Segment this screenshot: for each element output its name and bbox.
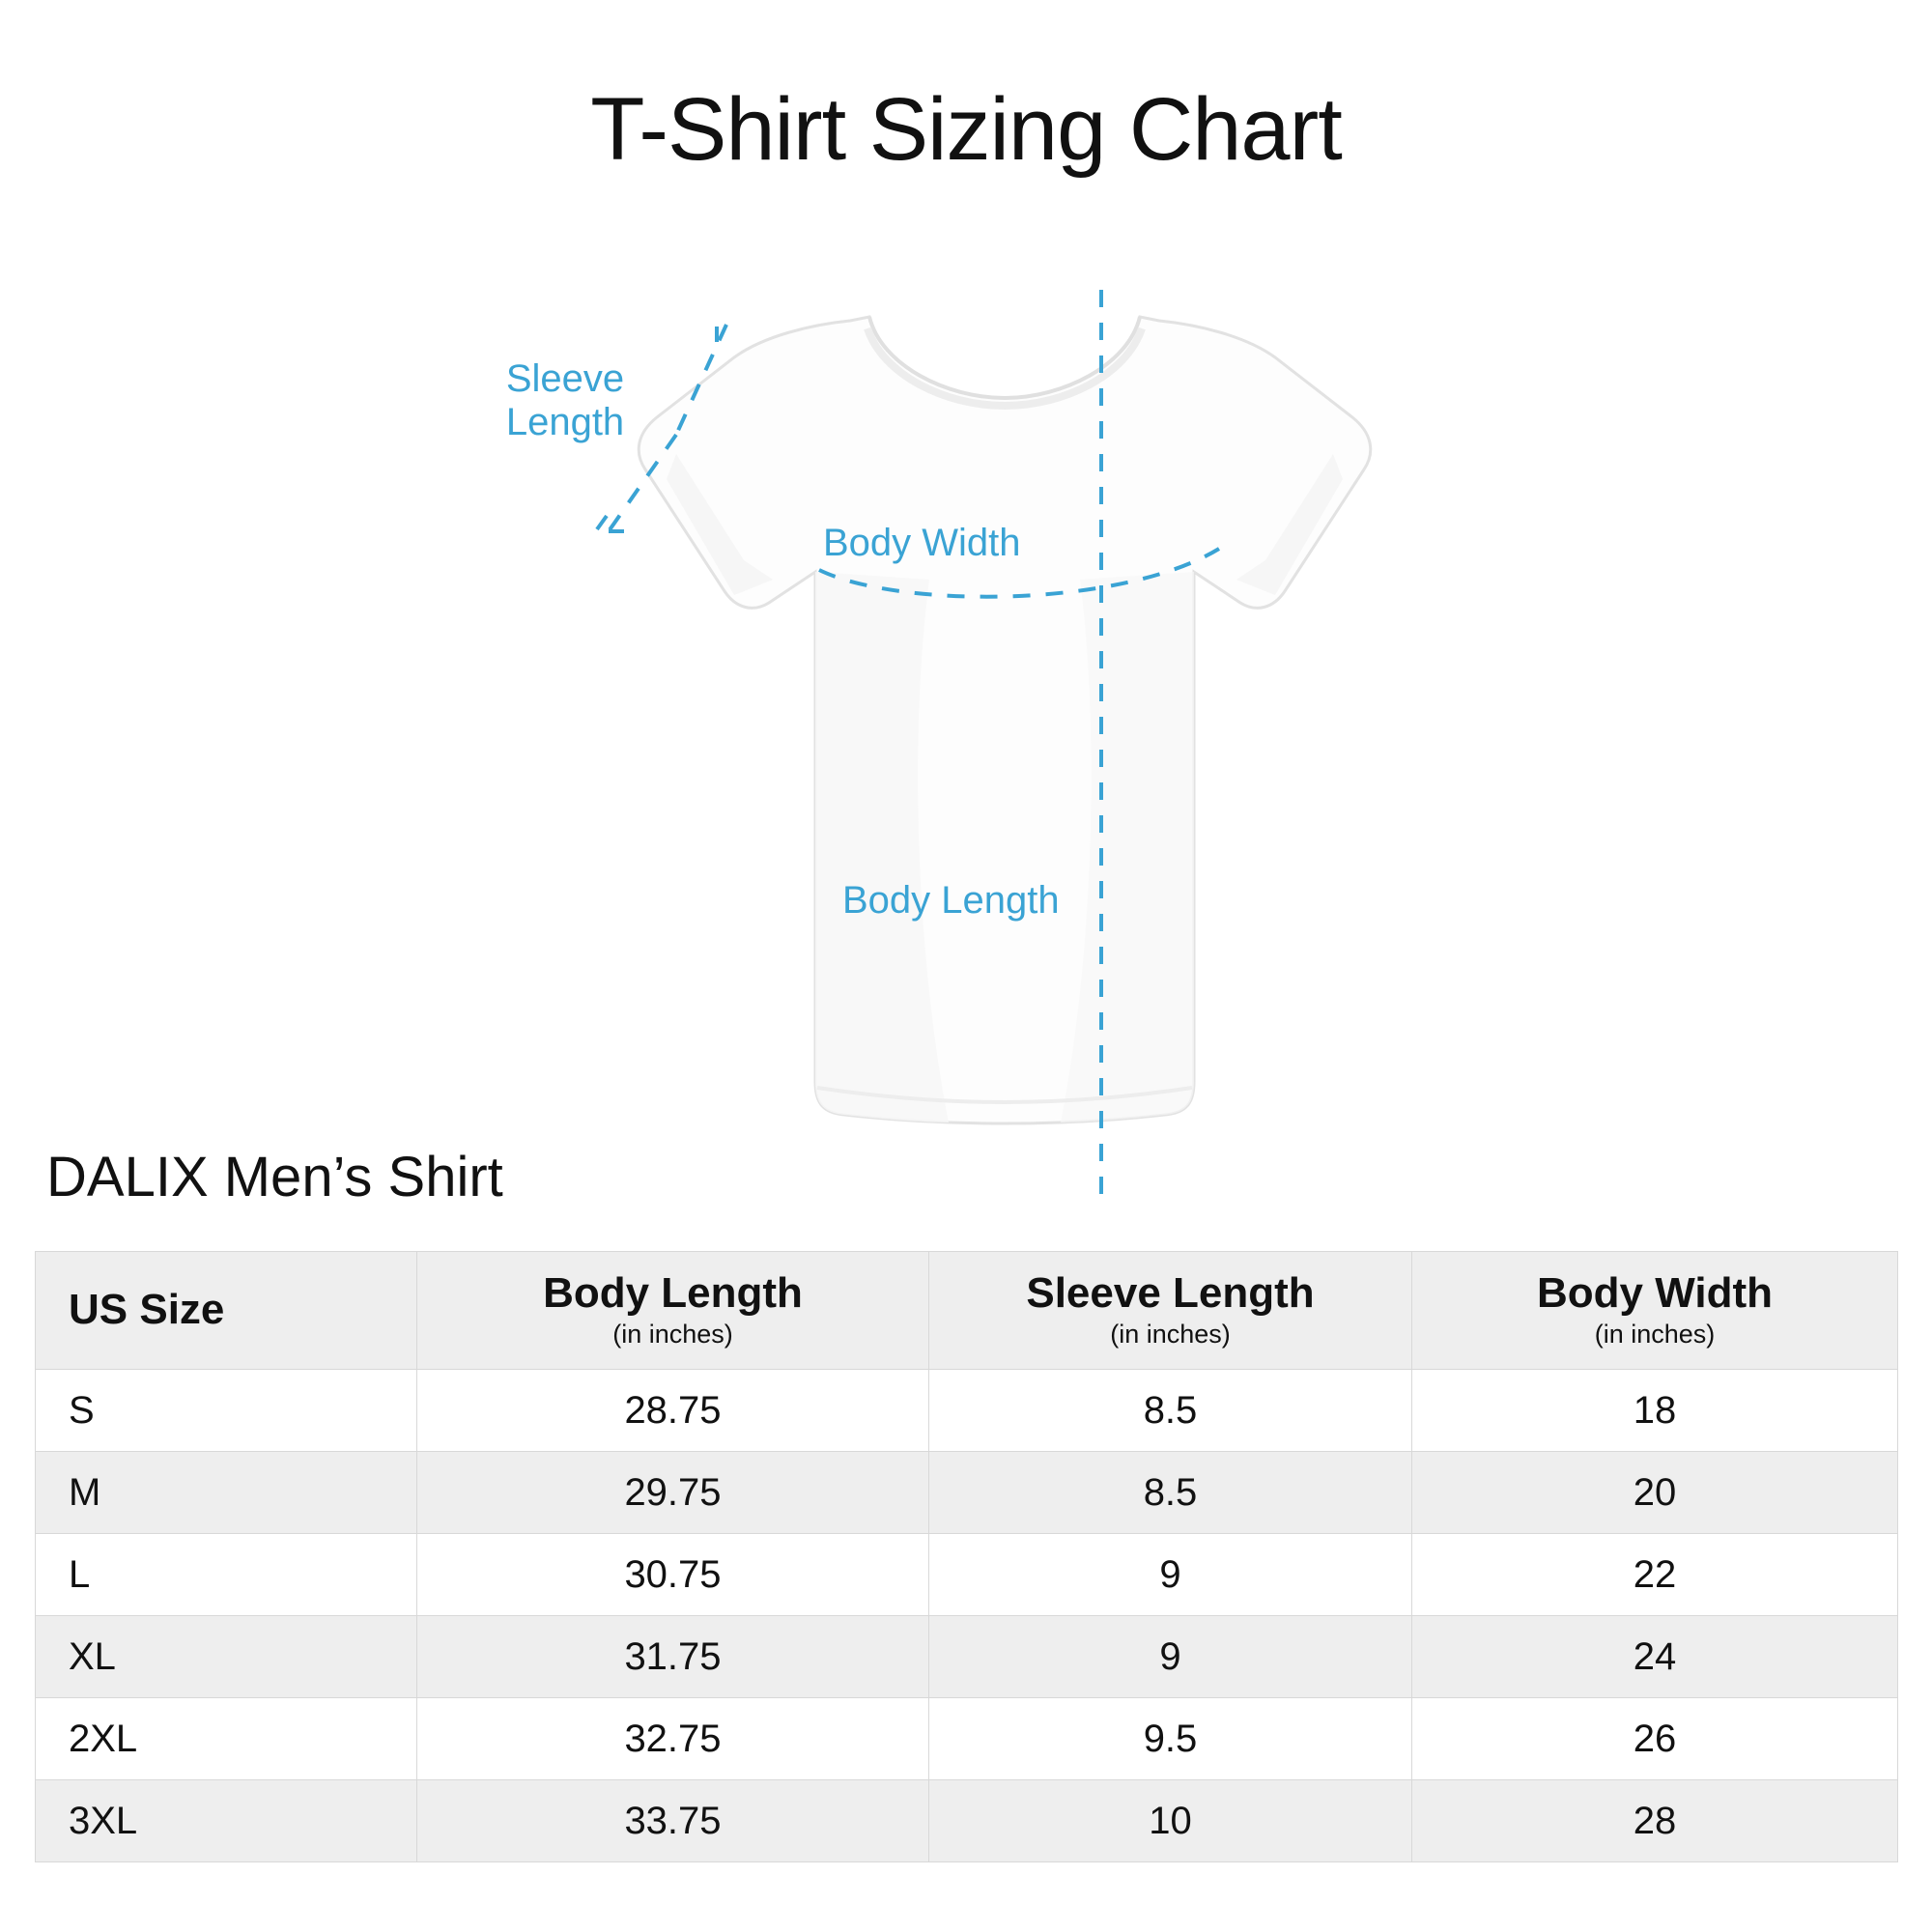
table-row [36,1698,1898,1780]
tshirt-diagram [0,290,1932,1208]
cell-body-width: 18 [1412,1370,1898,1452]
cell-size: 2XL [36,1698,417,1780]
column-header-us-size [36,1252,417,1370]
column-header-body-length [417,1252,929,1370]
column-header-sleeve-length [929,1252,1412,1370]
column-header-sleeve-length-unit: (in inches) [1110,1320,1231,1349]
table-header [36,1252,1898,1370]
table-row [36,1370,1898,1452]
product-name: DALIX Men’s Shirt [46,1146,503,1208]
tshirt-illustration [0,290,1932,1208]
size-table-container [35,1251,1897,1862]
table-row [36,1452,1898,1534]
body-width-label: Body Width [823,522,1021,564]
table-row [36,1780,1898,1862]
cell-size: M [36,1452,417,1534]
column-header-us-size-label: US Size [69,1285,225,1333]
cell-size: S [36,1370,417,1452]
column-header-body-length-unit: (in inches) [612,1320,733,1349]
column-header-body-width-unit: (in inches) [1594,1320,1716,1349]
cell-sleeve-length: 9.5 [929,1698,1412,1780]
table-row [36,1616,1898,1698]
cell-sleeve-length: 10 [929,1780,1412,1862]
column-header-sleeve-length-label: Sleeve Length [1026,1269,1315,1317]
cell-body-length: 32.75 [417,1698,929,1780]
table-row [36,1534,1898,1616]
cell-sleeve-length: 8.5 [929,1452,1412,1534]
table-body [36,1370,1898,1862]
shirt-shape [639,317,1371,1123]
cell-body-length: 28.75 [417,1370,929,1452]
table-header-row [36,1252,1898,1370]
cell-body-width: 26 [1412,1698,1898,1780]
column-header-body-length-label: Body Length [543,1269,803,1317]
cell-size: XL [36,1616,417,1698]
sleeve-length-label: Sleeve Length [505,357,625,443]
cell-body-width: 28 [1412,1780,1898,1862]
cell-body-length: 29.75 [417,1452,929,1534]
cell-body-length: 31.75 [417,1616,929,1698]
column-header-body-width-label: Body Width [1537,1269,1773,1317]
cell-sleeve-length: 9 [929,1534,1412,1616]
column-header-body-width [1412,1252,1898,1370]
cell-body-length: 30.75 [417,1534,929,1616]
cell-body-width: 20 [1412,1452,1898,1534]
page-title: T-Shirt Sizing Chart [590,80,1342,179]
cell-body-length: 33.75 [417,1780,929,1862]
cell-body-width: 24 [1412,1616,1898,1698]
cell-size: 3XL [36,1780,417,1862]
cell-body-width: 22 [1412,1534,1898,1616]
size-table [35,1251,1898,1862]
cell-sleeve-length: 8.5 [929,1370,1412,1452]
cell-size: L [36,1534,417,1616]
body-length-label: Body Length [842,879,1060,922]
cell-sleeve-length: 9 [929,1616,1412,1698]
